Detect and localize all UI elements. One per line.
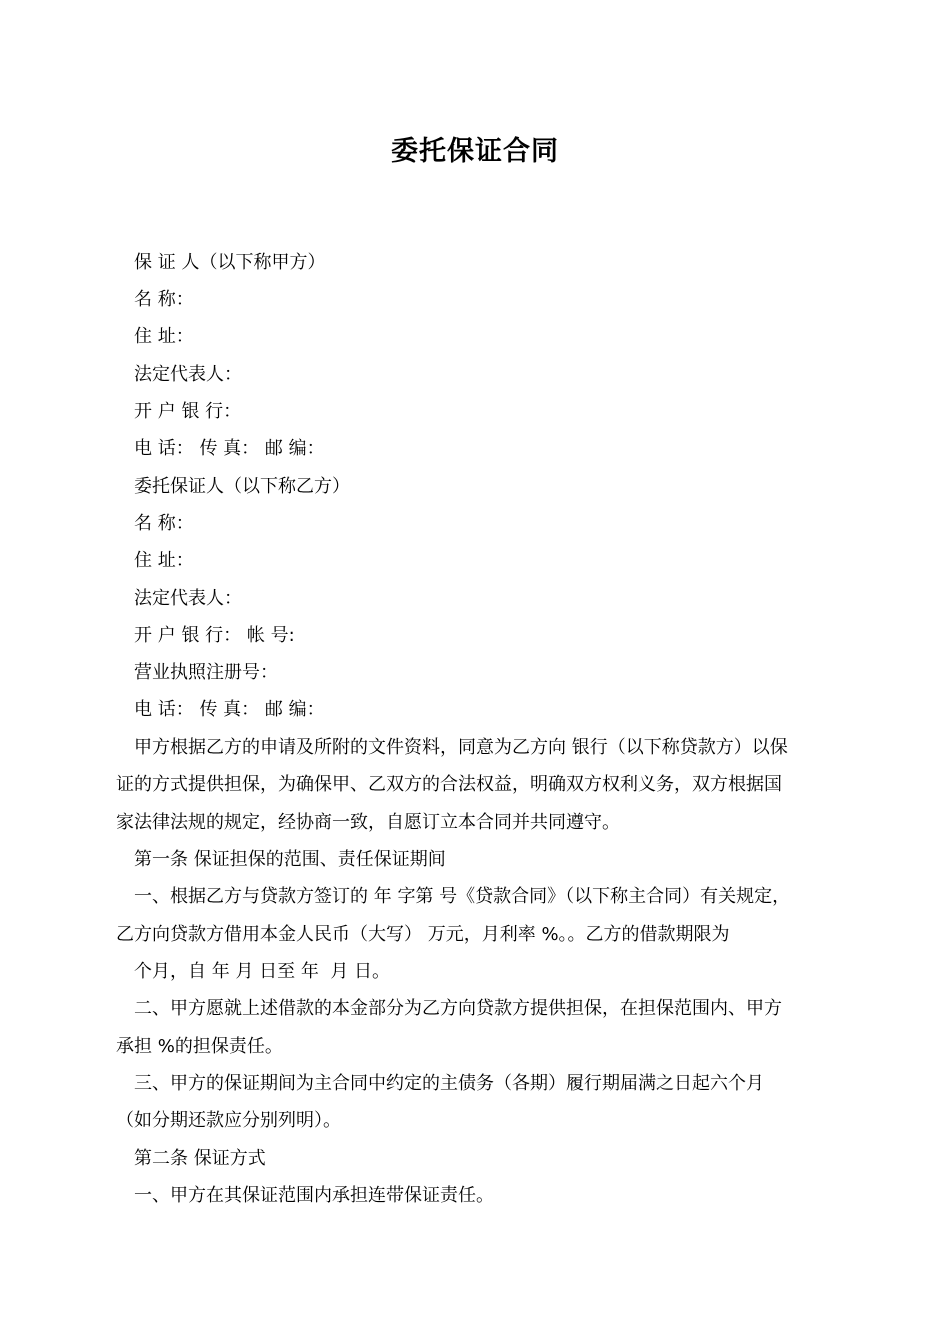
principal-license-field: 营业执照注册号：	[134, 662, 278, 683]
clause-line: 个月，自 年 月 日至 年 月 日。	[134, 961, 391, 982]
guarantor-contact-field: 电 话： 传 真： 邮 编：	[134, 438, 325, 459]
principal-address-field: 住 址：	[134, 550, 194, 571]
clause-line: 一、根据乙方与贷款方签订的 年 字第 号《贷款合同》（以下称主合同）有关规定，	[134, 886, 791, 907]
principal-contact-field: 电 话： 传 真： 邮 编：	[134, 699, 325, 720]
principal-heading: 委托保证人（以下称乙方）	[134, 476, 350, 497]
guarantor-name-field: 名 称：	[134, 289, 194, 310]
principal-bank-field: 开 户 银 行： 帐 号:	[134, 625, 295, 646]
guarantor-heading: 保 证 人（以下称甲方）	[134, 252, 326, 273]
principal-name-field: 名 称：	[134, 513, 194, 534]
guarantor-address-field: 住 址：	[134, 326, 194, 347]
principal-legal-rep-field: 法定代表人：	[134, 588, 242, 609]
preamble-line: 甲方根据乙方的申请及所附的文件资料，同意为乙方向 银行（以下称贷款方）以保	[134, 737, 788, 758]
clause-line: 三、甲方的保证期间为主合同中约定的主债务（各期）履行期届满之日起六个月	[134, 1073, 764, 1094]
clause-line: 乙方向贷款方借用本金人民币（大写） 万元，月利率 %。。乙方的借款期限为	[116, 924, 730, 945]
clause-line: 承担 %的担保责任。	[116, 1036, 283, 1057]
article-2-heading: 第二条 保证方式	[134, 1148, 266, 1169]
clause-line: （如分期还款应分别列明）。	[116, 1110, 341, 1131]
preamble-line: 家法律法规的规定，经协商一致，自愿订立本合同并共同遵守。	[116, 812, 620, 833]
preamble-line: 证的方式提供担保，为确保甲、乙双方的合法权益，明确双方权利义务，双方根据国	[116, 774, 782, 795]
clause-line: 一、甲方在其保证范围内承担连带保证责任。	[134, 1185, 494, 1206]
document-title: 委托保证合同	[391, 136, 559, 167]
guarantor-bank-field: 开 户 银 行：	[134, 401, 242, 422]
article-1-heading: 第一条 保证担保的范围、责任保证期间	[134, 849, 446, 870]
guarantor-legal-rep-field: 法定代表人：	[134, 364, 242, 385]
clause-line: 二、甲方愿就上述借款的本金部分为乙方向贷款方提供担保，在担保范围内、甲方	[134, 998, 782, 1019]
